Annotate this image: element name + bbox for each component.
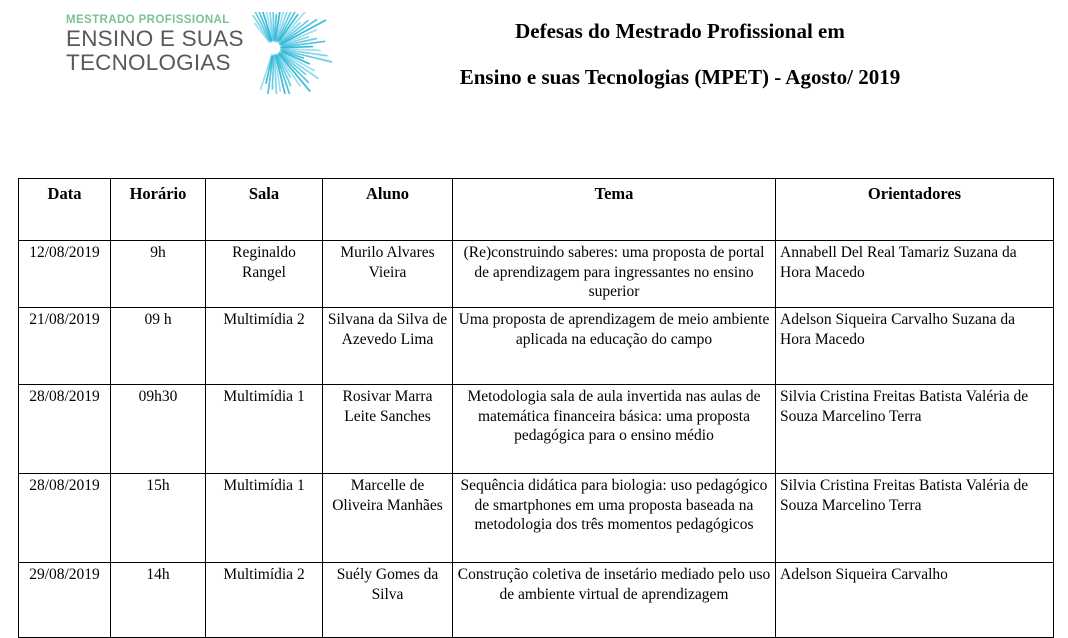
logo-top-line: MESTRADO PROFISSIONAL [66,14,230,26]
cell-aluno: Suély Gomes da Silva [323,563,453,638]
table-row [19,385,1054,474]
logo-main-line-1: ENSINO E SUAS [66,26,244,51]
cell-tema: Metodologia sala de aula invertida nas aulas de matemática financeira básica: uma proposta pedagógica para o ensino médio [453,385,776,474]
table-row [19,474,1054,563]
column-header-sala: Sala [206,179,323,241]
program-logo [62,12,332,94]
table-body [19,241,1054,638]
column-header-aluno: Aluno [323,179,453,241]
column-header-data: Data [19,179,111,241]
cell-orientadores: Adelson Siqueira Carvalho [776,563,1054,638]
title-line-2: Ensino e suas Tecnologias (MPET) - Agosto/ 2019 [459,65,901,89]
page-title [340,8,1020,100]
cell-data: 28/08/2019 [19,474,111,563]
cell-orientadores: Silvia Cristina Freitas Batista Valéria de Souza Marcelino Terra [776,385,1054,474]
defense-schedule-table [18,178,1054,638]
logo-wordmark [66,14,244,75]
cell-sala: Multimídia 1 [206,385,323,474]
cell-horario: 09h30 [111,385,206,474]
cell-orientadores: Adelson Siqueira Carvalho Suzana da Hora Macedo [776,308,1054,385]
cell-aluno: Marcelle de Oliveira Manhães [323,474,453,563]
cell-aluno: Murilo Alvares Vieira [323,241,453,308]
cell-sala: Multimídia 2 [206,563,323,638]
column-header-tema: Tema [453,179,776,241]
column-header-horario: Horário [111,179,206,241]
title-line-1: Defesas do Mestrado Profissional em [515,19,845,43]
cell-data: 28/08/2019 [19,385,111,474]
cell-horario: 9h [111,241,206,308]
cell-data: 29/08/2019 [19,563,111,638]
cell-horario: 09 h [111,308,206,385]
cell-tema: Uma proposta de aprendizagem de meio ambiente aplicada na educação do campo [453,308,776,385]
cell-orientadores: Silvia Cristina Freitas Batista Valéria de Souza Marcelino Terra [776,474,1054,563]
cell-tema: Construção coletiva de insetário mediado pelo uso de ambiente virtual de aprendizagem [453,563,776,638]
cell-data: 21/08/2019 [19,308,111,385]
cell-sala: Multimídia 1 [206,474,323,563]
table-header-row [19,179,1054,241]
cell-aluno: Silvana da Silva de Azevedo Lima [323,308,453,385]
cell-orientadores: Annabell Del Real Tamariz Suzana da Hora Macedo [776,241,1054,308]
table-header [19,179,1054,241]
cell-sala: Reginaldo Rangel [206,241,323,308]
cell-tema: Sequência didática para biologia: uso pedagógico de smartphones em uma proposta baseada na metodologia dos três momentos pedagógicos [453,474,776,563]
cell-tema: (Re)construindo saberes: uma proposta de portal de aprendizagem para ingressantes no ensino superior [453,241,776,308]
table-row [19,241,1054,308]
table-row [19,308,1054,385]
cell-horario: 15h [111,474,206,563]
cell-sala: Multimídia 2 [206,308,323,385]
cell-horario: 14h [111,563,206,638]
page-header [0,0,1068,160]
schedule-table-container [18,178,1053,638]
column-header-orientadores: Orientadores [776,179,1054,241]
cell-data: 12/08/2019 [19,241,111,308]
logo-main-line-2: TECNOLOGIAS [66,50,231,75]
cell-aluno: Rosivar Marra Leite Sanches [323,385,453,474]
table-row [19,563,1054,638]
starburst-icon [232,12,332,94]
